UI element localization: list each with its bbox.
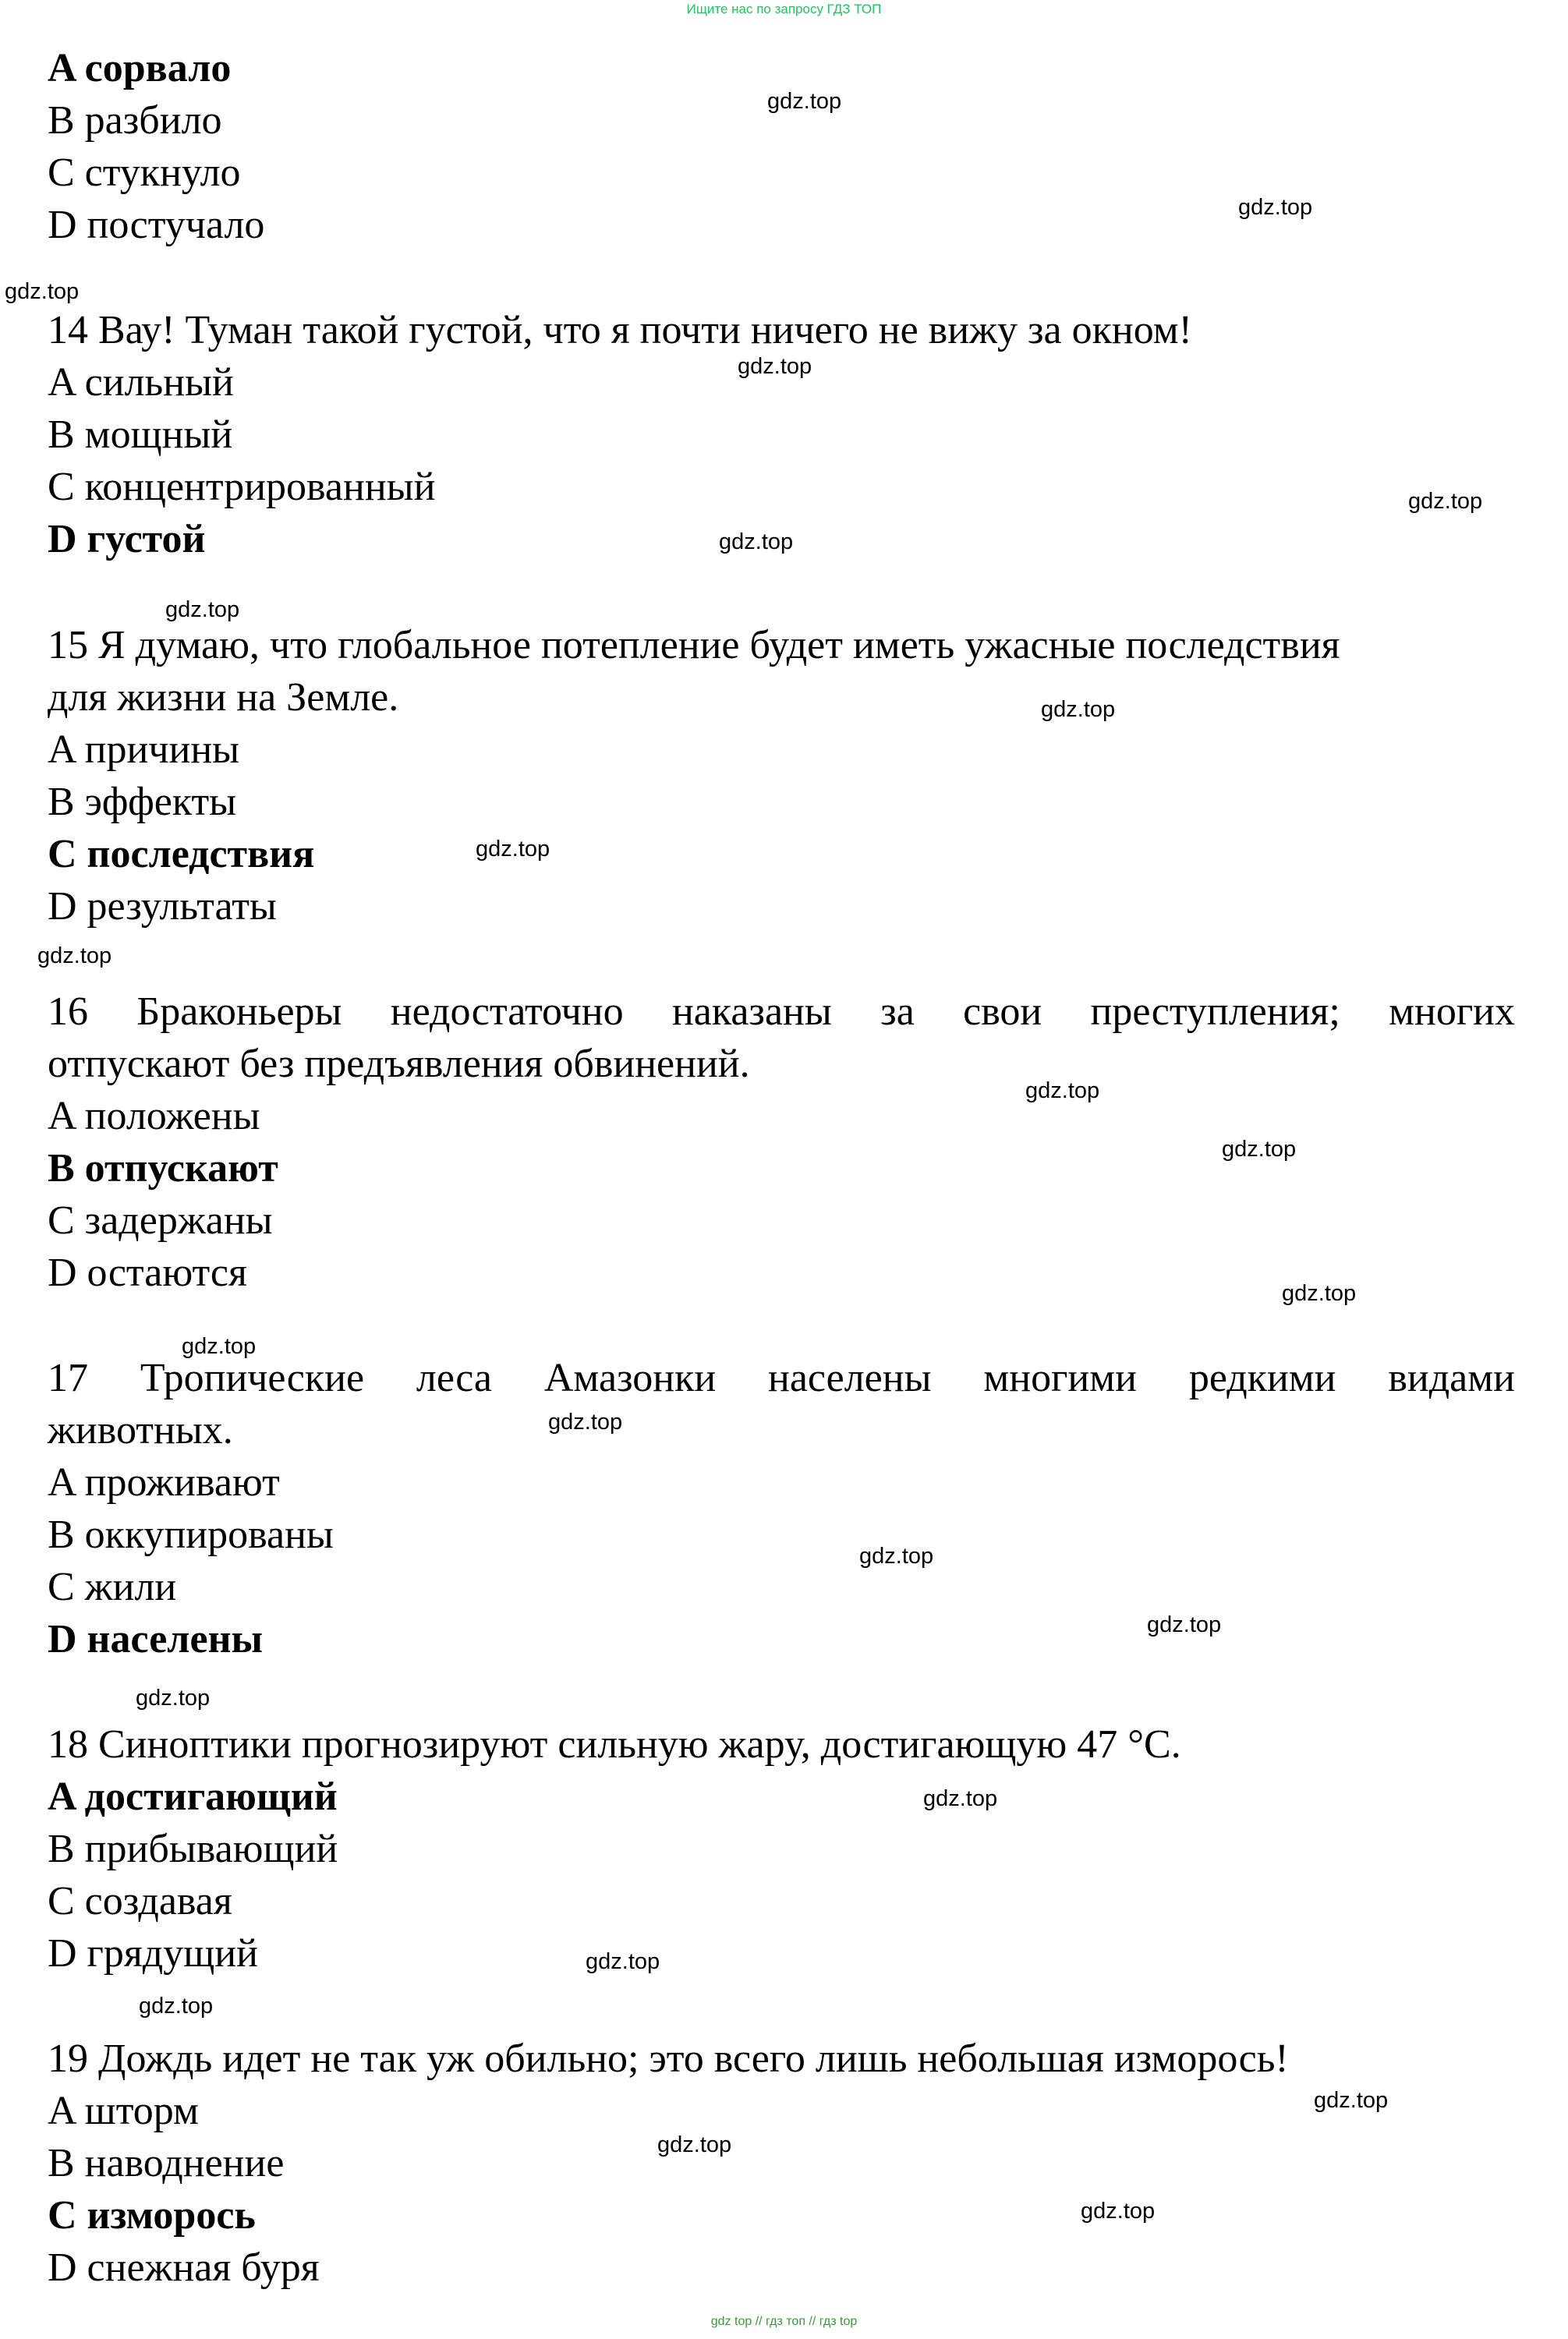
q14-option-a: A сильный bbox=[48, 360, 234, 405]
q17-text-line2: животных. bbox=[48, 1408, 233, 1453]
q14-option-b: B мощный bbox=[48, 412, 233, 457]
watermark: gdz.top bbox=[767, 89, 842, 114]
watermark: gdz.top bbox=[657, 2132, 732, 2157]
q19-option-b: B наводнение bbox=[48, 2141, 285, 2185]
watermark: gdz.top bbox=[1147, 1612, 1222, 1637]
q15-text-line2: для жизни на Земле. bbox=[48, 675, 399, 720]
watermark: gdz.top bbox=[923, 1786, 998, 1811]
q16-option-b: B отпускают bbox=[48, 1146, 278, 1191]
watermark: gdz.top bbox=[1238, 195, 1313, 220]
q17-option-b: B оккупированы bbox=[48, 1513, 334, 1557]
q13-option-d: D постучало bbox=[48, 203, 265, 247]
q19-option-c: C изморось bbox=[48, 2193, 256, 2238]
q18-option-d: D грядущий bbox=[48, 1931, 258, 1976]
watermark: gdz.top bbox=[859, 1544, 934, 1569]
q15-text-line1: 15 Я думаю, что глобальное потепление будет иметь ужасные последствия bbox=[48, 623, 1340, 667]
q17-option-d: D населены bbox=[48, 1617, 264, 1661]
q15-option-c: C последствия bbox=[48, 832, 315, 876]
header-note: Ищите нас по запросу ГДЗ ТОП bbox=[686, 2, 882, 16]
footer-note: gdz top // гдз топ // гдз top bbox=[710, 2315, 858, 2328]
watermark: gdz.top bbox=[1081, 2199, 1156, 2224]
q17-option-a: A проживают bbox=[48, 1460, 280, 1505]
watermark: gdz.top bbox=[5, 279, 80, 304]
watermark: gdz.top bbox=[1282, 1281, 1357, 1306]
q19-option-d: D снежная буря bbox=[48, 2245, 320, 2290]
watermark: gdz.top bbox=[476, 837, 550, 862]
watermark: gdz.top bbox=[1025, 1078, 1100, 1103]
q15-option-b: B эффекты bbox=[48, 780, 237, 824]
q18-option-c: C создавая bbox=[48, 1879, 232, 1923]
q19-option-a: A шторм bbox=[48, 2089, 199, 2133]
q18-text: 18 Синоптики прогнозируют сильную жару, достигающую 47 °C. bbox=[48, 1722, 1181, 1767]
watermark: gdz.top bbox=[1041, 697, 1116, 722]
q15-option-a: A причины bbox=[48, 727, 240, 772]
q16-option-c: C задержаны bbox=[48, 1198, 273, 1243]
watermark: gdz.top bbox=[37, 943, 112, 968]
q13-option-b: B разбило bbox=[48, 98, 222, 143]
q15-option-d: D результаты bbox=[48, 884, 277, 929]
q16-text-line1: 16 Браконьеры недостаточно наказаны за свои преступления; многих bbox=[48, 989, 1515, 1034]
q13-option-c: C стукнуло bbox=[48, 150, 241, 195]
q17-text-line1: 17 Тропические леса Амазонки населены многими редкими видами bbox=[48, 1356, 1515, 1400]
q18-option-a: A достигающий bbox=[48, 1775, 338, 1819]
q14-option-d: D густой bbox=[48, 517, 206, 561]
watermark: gdz.top bbox=[738, 354, 812, 379]
q14-text: 14 Вау! Туман такой густой, что я почти ничего не вижу за окном! bbox=[48, 308, 1192, 352]
watermark: gdz.top bbox=[1314, 2088, 1389, 2113]
watermark: gdz.top bbox=[136, 1686, 211, 1711]
q13-option-a: A сорвало bbox=[48, 46, 232, 90]
watermark: gdz.top bbox=[182, 1334, 257, 1359]
q16-option-a: A положены bbox=[48, 1094, 260, 1138]
q16-option-d: D остаются bbox=[48, 1251, 247, 1295]
watermark: gdz.top bbox=[1408, 489, 1483, 514]
q18-option-b: B прибывающий bbox=[48, 1827, 338, 1871]
watermark: gdz.top bbox=[586, 1949, 660, 1974]
q16-text-line2: отпускают без предъявления обвинений. bbox=[48, 1042, 750, 1086]
watermark: gdz.top bbox=[719, 529, 794, 554]
watermark: gdz.top bbox=[139, 1994, 214, 2019]
watermark: gdz.top bbox=[165, 597, 240, 622]
watermark: gdz.top bbox=[548, 1410, 623, 1435]
watermark: gdz.top bbox=[1222, 1137, 1297, 1162]
q14-option-c: C концентрированный bbox=[48, 465, 436, 509]
q17-option-c: C жили bbox=[48, 1565, 177, 1609]
q19-text: 19 Дождь идет не так уж обильно; это всего лишь небольшая изморось! bbox=[48, 2036, 1289, 2081]
